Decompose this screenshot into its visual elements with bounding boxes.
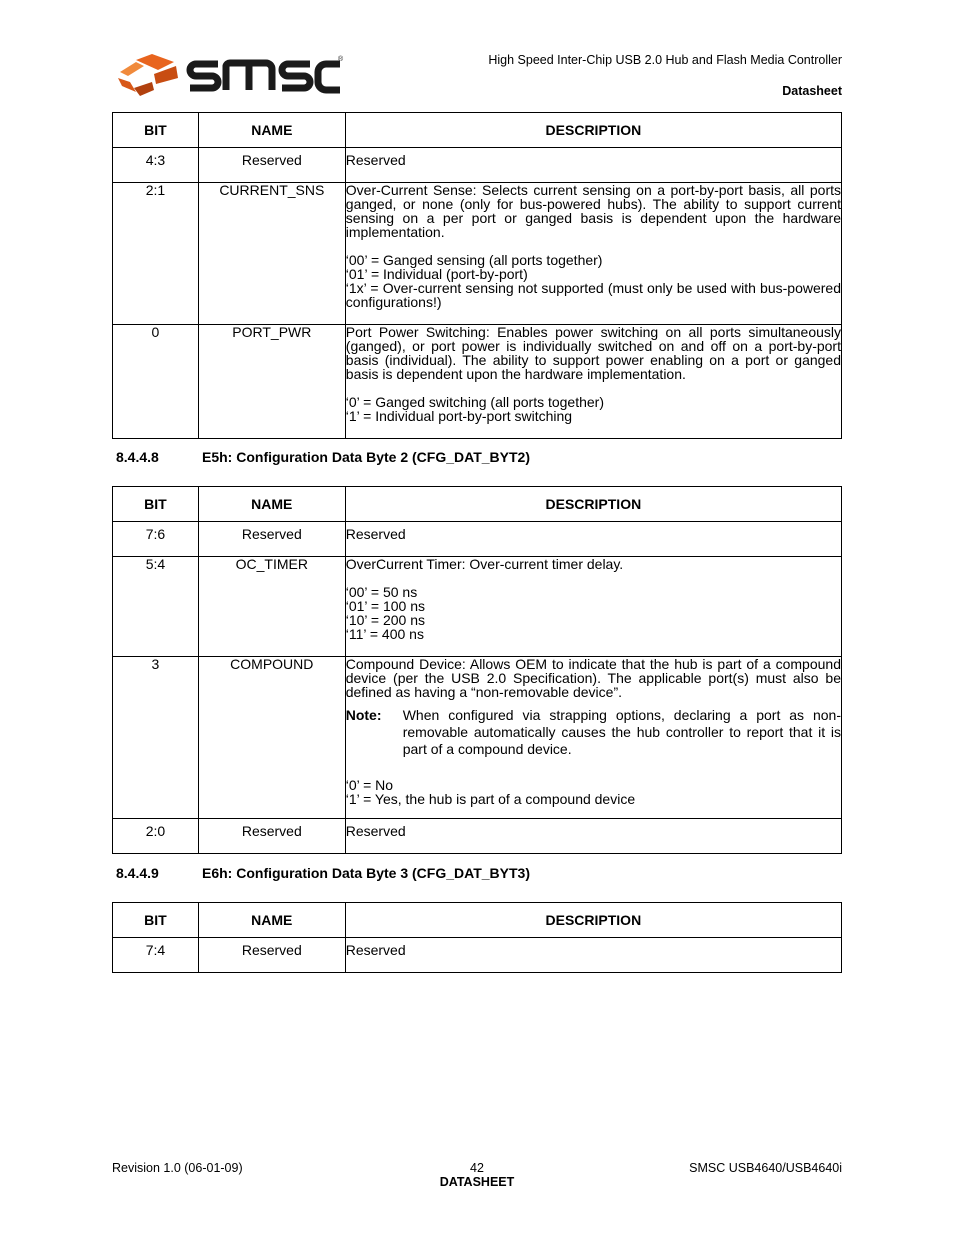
description-cell: Reserved	[345, 938, 841, 973]
note-text: When configured via strapping options, declaring a port as non-removable automatically causes the hub controller to report that it is part of a compound device.	[402, 707, 841, 757]
name-cell: OC_TIMER	[198, 557, 345, 657]
value-line: ‘0’ = No	[345, 777, 394, 793]
name-cell: COMPOUND	[198, 657, 345, 819]
section-title: E5h: Configuration Data Byte 2 (CFG_DAT_BYT2)	[202, 449, 530, 465]
header-bit: BIT	[113, 903, 199, 938]
header-description: DESCRIPTION	[345, 487, 841, 522]
section-heading	[116, 865, 530, 881]
footer-revision: Revision 1.0 (06-01-09)	[112, 1161, 243, 1175]
section-title: E6h: Configuration Data Byte 3 (CFG_DAT_BYT3)	[202, 865, 530, 881]
table-row	[113, 557, 842, 657]
bit-cell: 7:4	[113, 938, 199, 973]
value-line: ‘10’ = 200 ns	[345, 612, 425, 628]
value-line: ‘11’ = 400 ns	[345, 626, 424, 642]
note-label: Note:	[345, 707, 382, 723]
bit-cell: 5:4	[113, 557, 199, 657]
smsc-logo	[114, 52, 346, 98]
name-cell: PORT_PWR	[198, 325, 345, 439]
table-row	[113, 148, 842, 183]
page-number: 42	[470, 1161, 484, 1175]
note-block	[346, 707, 841, 758]
table-row	[113, 183, 842, 325]
table-row	[113, 522, 842, 557]
header-bit: BIT	[113, 487, 199, 522]
value-line: ‘00’ = Ganged sensing (all ports together)	[345, 252, 603, 268]
header-description: DESCRIPTION	[345, 113, 841, 148]
table-header-row	[113, 903, 842, 938]
description-text: Over-Current Sense: Selects current sensing on a port-by-port basis, all ports ganged, or none (only for bus-powered hubs). The ability to support current sensing on a per port or ganged basis is dependent upon the hardware implementation.	[345, 182, 841, 240]
header-name: NAME	[198, 487, 345, 522]
table-row	[113, 938, 842, 973]
value-line: ‘01’ = 100 ns	[345, 598, 425, 614]
table-row	[113, 325, 842, 439]
footer-datasheet-label: DATASHEET	[439, 1175, 515, 1189]
description-cell	[345, 325, 841, 439]
bit-cell: 2:1	[113, 183, 199, 325]
section-heading	[116, 449, 530, 465]
header-name: NAME	[198, 903, 345, 938]
value-line: ‘1x’ = Over-current sensing not supported (must only be used with bus-powered configurations!)	[345, 280, 841, 310]
register-table-e6h	[112, 902, 842, 973]
table-header-row	[113, 113, 842, 148]
value-line: ‘1’ = Yes, the hub is part of a compound device	[345, 791, 636, 807]
bit-cell: 7:6	[113, 522, 199, 557]
value-line: ‘0’ = Ganged switching (all ports together)	[345, 394, 605, 410]
description-text: Port Power Switching: Enables power switching on all ports simultaneously (ganged), or port power is individually switched on and off on a port-by-port basis (individual). The ability to support power enabling on a port or ganged basis is dependent upon the hardware implementation.	[345, 324, 841, 382]
name-cell: Reserved	[198, 938, 345, 973]
document-title: High Speed Inter-Chip USB 2.0 Hub and Flash Media Controller	[488, 53, 842, 67]
register-table-e5h	[112, 486, 842, 854]
value-line: ‘00’ = 50 ns	[345, 584, 418, 600]
document-subtitle: Datasheet	[782, 84, 842, 98]
bit-cell: 2:0	[113, 819, 199, 854]
section-number: 8.4.4.8	[116, 449, 159, 465]
table-row	[113, 657, 842, 819]
name-cell: CURRENT_SNS	[198, 183, 345, 325]
description-cell	[345, 183, 841, 325]
value-line: ‘01’ = Individual (port-by-port)	[345, 266, 528, 282]
logo-diamond-icon	[118, 54, 178, 96]
name-cell: Reserved	[198, 819, 345, 854]
description-cell	[345, 657, 841, 819]
footer-product: SMSC USB4640/USB4640i	[689, 1161, 842, 1175]
description-cell: Reserved	[345, 819, 841, 854]
description-cell: Reserved	[345, 148, 841, 183]
header-name: NAME	[198, 113, 345, 148]
svg-text:®: ®	[338, 56, 344, 63]
description-text: Compound Device: Allows OEM to indicate that the hub is part of a compound device (per the USB 2.0 Specification). The applicable port(s) must also be defined as having a “non-removable device”.	[345, 656, 841, 700]
table-row	[113, 819, 842, 854]
description-text: OverCurrent Timer: Over-current timer delay.	[345, 556, 624, 572]
bit-cell: 4:3	[113, 148, 199, 183]
name-cell: Reserved	[198, 148, 345, 183]
description-cell	[345, 557, 841, 657]
table-header-row	[113, 487, 842, 522]
bit-cell: 3	[113, 657, 199, 819]
header-description: DESCRIPTION	[345, 903, 841, 938]
bit-cell: 0	[113, 325, 199, 439]
value-line: ‘1’ = Individual port-by-port switching	[345, 408, 573, 424]
header-bit: BIT	[113, 113, 199, 148]
register-table-e4h-continued	[112, 112, 842, 439]
section-number: 8.4.4.9	[116, 865, 159, 881]
description-cell: Reserved	[345, 522, 841, 557]
name-cell: Reserved	[198, 522, 345, 557]
